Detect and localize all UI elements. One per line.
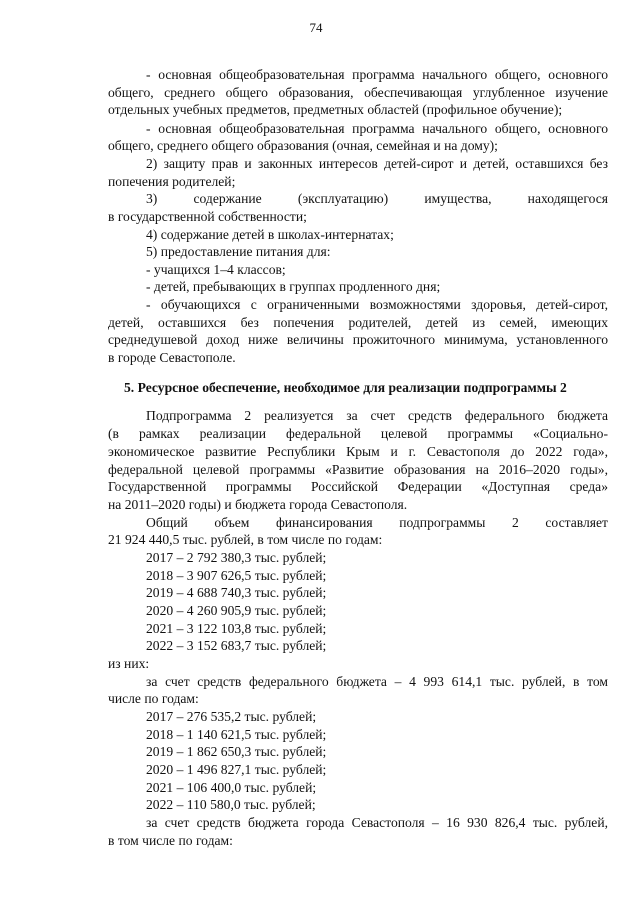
year-line: 2018 – 1 140 621,5 тыс. рублей; — [146, 727, 327, 742]
text-line: 21 924 440,5 тыс. рублей, в том числе по годам: — [108, 532, 383, 547]
year-line: 2018 – 3 907 626,5 тыс. рублей; — [146, 568, 327, 583]
page-number: 74 — [309, 20, 323, 35]
text-line: Общий объем финансирования подпрограммы 2 составляет — [146, 515, 608, 530]
text-line: - основная общеобразовательная программа начального общего, основного — [146, 67, 608, 82]
text-line: 3) содержание (эксплуатацию) имущества, находящегося — [146, 191, 608, 206]
text-line: - детей, пребывающих в группах продленного дня; — [146, 279, 441, 294]
text-line: 5) предоставление питания для: — [146, 244, 331, 259]
text-line: общего, среднего общего образования (очная, семейная и на дому); — [108, 138, 498, 153]
text-line: числе по годам: — [108, 691, 199, 706]
year-line: 2020 – 4 260 905,9 тыс. рублей; — [146, 603, 327, 618]
text-line: в городе Севастополе. — [108, 350, 236, 365]
text-line: общего, среднего общего образования, обеспечивающая углубленное изучение — [108, 85, 608, 100]
year-line: 2019 – 4 688 740,3 тыс. рублей; — [146, 585, 327, 600]
text-line: - обучающихся с ограниченными возможностями здоровья, детей-сирот, — [146, 297, 608, 312]
text-line: 2) защиту прав и законных интересов детей-сирот и детей, оставшихся без — [146, 156, 608, 171]
text-line: федеральной целевой программы «Развитие образования на 2016–2020 годы», — [108, 462, 608, 477]
year-line: 2022 – 110 580,0 тыс. рублей; — [146, 797, 316, 812]
text-line: на 2011–2020 годы) и бюджета города Севастополя. — [108, 497, 408, 512]
text-line: из них: — [108, 656, 150, 671]
text-line: - основная общеобразовательная программа начального общего, основного — [146, 121, 608, 136]
text-line: 4) содержание детей в школах-интернатах; — [146, 227, 394, 242]
section-heading: 5. Ресурсное обеспечение, необходимое для реализации подпрограммы 2 — [124, 380, 567, 395]
year-line: 2021 – 3 122 103,8 тыс. рублей; — [146, 621, 327, 636]
text-line: в государственной собственности; — [108, 209, 307, 224]
year-line: 2017 – 276 535,2 тыс. рублей; — [146, 709, 317, 724]
text-line: попечения родителей; — [108, 174, 236, 189]
year-line: 2019 – 1 862 650,3 тыс. рублей; — [146, 744, 327, 759]
year-line: 2020 – 1 496 827,1 тыс. рублей; — [146, 762, 327, 777]
text-line: (в рамках реализации федеральной целевой программы «Социально- — [108, 426, 608, 441]
year-line: 2021 – 106 400,0 тыс. рублей; — [146, 780, 317, 795]
text-line: Государственной программы Российской Федерации «Доступная среда» — [108, 479, 608, 494]
text-line: за счет средств бюджета города Севастополя – 16 930 826,4 тыс. рублей, — [146, 815, 608, 830]
text-line: в том числе по годам: — [108, 833, 233, 848]
text-line: - учащихся 1–4 классов; — [146, 262, 286, 277]
text-line: отдельных учебных предметов, предметных областей (профильное обучение); — [108, 102, 563, 117]
text-line: экономическое развитие Республики Крым и г. Севастополя до 2022 года», — [108, 444, 608, 459]
text-line: Подпрограмма 2 реализуется за счет средств федерального бюджета — [146, 408, 608, 423]
year-line: 2017 – 2 792 380,3 тыс. рублей; — [146, 550, 327, 565]
text-line: за счет средств федерального бюджета – 4 993 614,1 тыс. рублей, в том — [146, 674, 608, 689]
text-line: среднедушевой доход ниже величины прожиточного минимума, установленного — [108, 332, 608, 347]
text-line: детей, оставшихся без попечения родителей, детей из семей, имеющих — [108, 315, 608, 330]
year-line: 2022 – 3 152 683,7 тыс. рублей; — [146, 638, 327, 653]
